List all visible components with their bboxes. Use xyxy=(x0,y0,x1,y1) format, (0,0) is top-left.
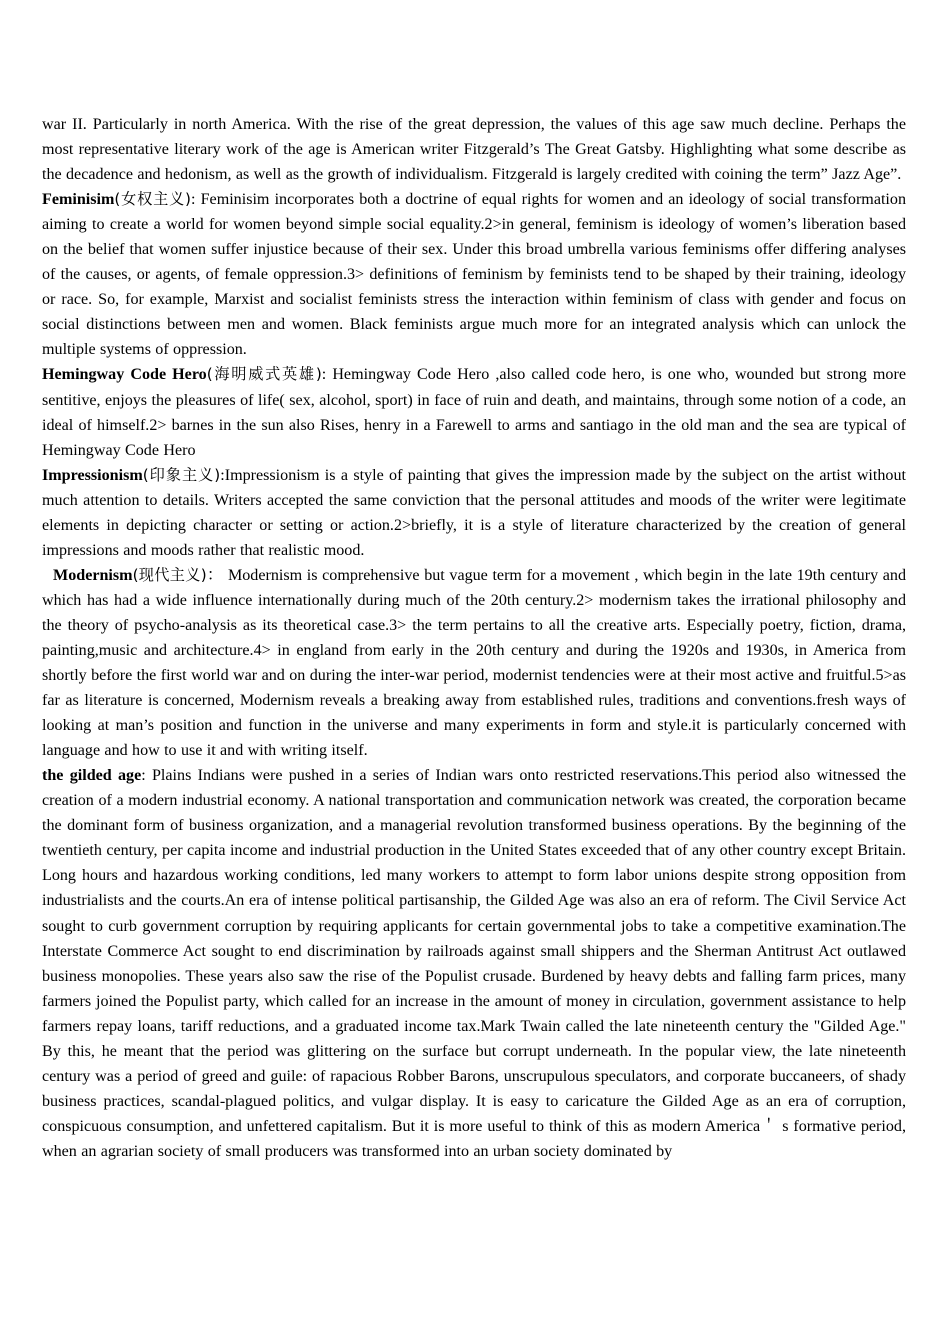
term-separator: : xyxy=(220,466,225,484)
paragraph-body: Impressionism is a style of painting that gives the impression made by the subject on the artist without much attention to details. Writers accepted the same conviction that the personal attitudes and moods of the writer were legitimate elements in depicting character or setting or action.2>briefly, it is a style of literature characterized by the creation of general impressions and moods rather that realistic mood. xyxy=(42,466,906,559)
term-name: Impressionism xyxy=(42,466,143,484)
paragraph-the-gilded-age xyxy=(42,763,906,1164)
term-name: Hemingway Code Hero xyxy=(42,366,207,384)
term-separator: ： xyxy=(206,566,228,584)
term-gloss-chinese: (女权主义) xyxy=(114,190,191,209)
term-heading-feminisim xyxy=(42,191,191,208)
paragraph-hemingway-code-hero xyxy=(42,362,906,462)
paragraph-body: war II. Particularly in north America. With the rise of the great depression, the values of this age saw much decline. Perhaps the most representative literary work of the age is American writer Fitzgerald’s The Great Gatsby. Highlighting what some describe as the decadence and hedonism, as well as the growth of individualism. Fitzgerald is largely credited with coining the term” Jazz Age”. xyxy=(42,116,906,184)
paragraph-body: Modernism is comprehensive but vague term for a movement , which begin in the late 19th century and which has had a wide influence internationally during much of the 20th century.2> modernism takes the irrational philosophy and the theory of psycho-analysis as its theoretical case.3> the term pertains to all the creative arts. Especially poetry, fiction, drama, painting,music and architecture.4> in england from early in the 20th century and during the 1920s and 1930s, in America from shortly before the first world war and on during the inter-war period, modernist tendencies were at their most active and fruitful.5>as far as literature is concerned, Modernism reveals a breaking away from established rules, traditions and conventions.fresh ways of looking at man’s position and function in the universe and many experiments in form and style.it is particularly concerned with language and how to use it and with writing itself. xyxy=(42,566,906,760)
paragraph-jazz-age-continuation xyxy=(42,112,906,187)
paragraph-modernism xyxy=(42,563,906,763)
paragraph-body: Plains Indians were pushed in a series of Indian wars onto restricted reservations.This period also witnessed the creation of a modern industrial economy. A national transportation and communication network was created, the corporation became the dominant form of business organization, and a managerial revolution transformed business operations. By the beginning of the twentieth century, per capita income and industrial production in the United States exceeded that of any other country except Britain. Long hours and hazardous working conditions, led many workers to attempt to form labor unions despite strong opposition from industrialists and the courts.An era of intense political partisanship, the Gilded Age was also an era of reform. The Civil Service Act sought to curb government corruption by requiring applicants for certain governmental jobs to take a competitive examination.The Interstate Commerce Act sought to end discrimination by railroads against small shippers and the Sherman Antitrust Act outlawed business monopolies. These years also saw the rise of the Populist crusade. Burdened by heavy debts and falling farm prices, many farmers joined the Populist party, which called for an increase in the amount of money in circulation, government assistance to help farmers repay loans, tariff reductions, and a graduated income tax.Mark Twain called the late nineteenth century the "Gilded Age." By this, he meant that the period was glittering on the surface but corrupt underneath. In the popular view, the late nineteenth century was a period of greed and guile: of rapacious Robber Barons, unscrupulous speculators, and corporate buccaneers, of shady business practices, scandal-plagued politics, and vulgar display. It is easy to caricature the Gilded Age as an era of corruption, conspicuous consumption, and unfettered capitalism. But it is more useful to think of this as modern America＇ s formative period, when an agrarian society of small producers was transformed into an urban society dominated by xyxy=(42,767,906,1160)
term-name: Modernism xyxy=(53,566,133,584)
document-body xyxy=(42,112,906,1164)
paragraph-feminisim xyxy=(42,187,906,362)
term-separator: : xyxy=(190,191,201,209)
term-gloss-chinese: (印象主义) xyxy=(142,465,221,484)
term-heading-the-gilded-age xyxy=(42,767,141,784)
term-heading-impressionism xyxy=(42,467,220,484)
paragraph-impressionism xyxy=(42,463,906,563)
paragraph-body: Hemingway Code Hero ,also called code hero, is one who, wounded but strong more sentitive, enjoys the pleasures of life( sex, alcohol, sport) in face of ruin and death, and maintains, through some notion of a code, an ideal of himself.2> barnes in the sun also Rises, henry in a Farewell to arms and santiago in the old man and the sea are typical of Hemingway Code Hero xyxy=(42,366,906,459)
term-heading-hemingway-code-hero xyxy=(42,366,322,383)
term-gloss-chinese: (海明威式英雄) xyxy=(206,365,322,384)
paragraph-body: Feminisim incorporates both a doctrine of equal rights for women and an ideology of social transformation aiming to create a world for women beyond simple social equality.2>in general, feminism is ideology of women’s liberation based on the belief that women suffer injustice because of their sex. Under this broad umbrella various feminisms offer differing analyses of the causes, or agents, of female oppression.3> definitions of feminism by feminists tend to be shaped by their training, ideology or race. So, for example, Marxist and socialist feminists stress the interaction within feminism of class with gender and focus on social distinctions between men and women. Black feminists argue much more for an integrated analysis which can unlock the multiple systems of oppression. xyxy=(42,191,906,359)
term-name: Feminisim xyxy=(42,191,115,209)
term-name: the gilded age xyxy=(42,767,142,785)
term-separator: : xyxy=(141,767,152,785)
term-heading-modernism xyxy=(53,567,207,584)
term-separator: : xyxy=(321,366,333,384)
term-gloss-chinese: (现代主义) xyxy=(132,565,207,584)
